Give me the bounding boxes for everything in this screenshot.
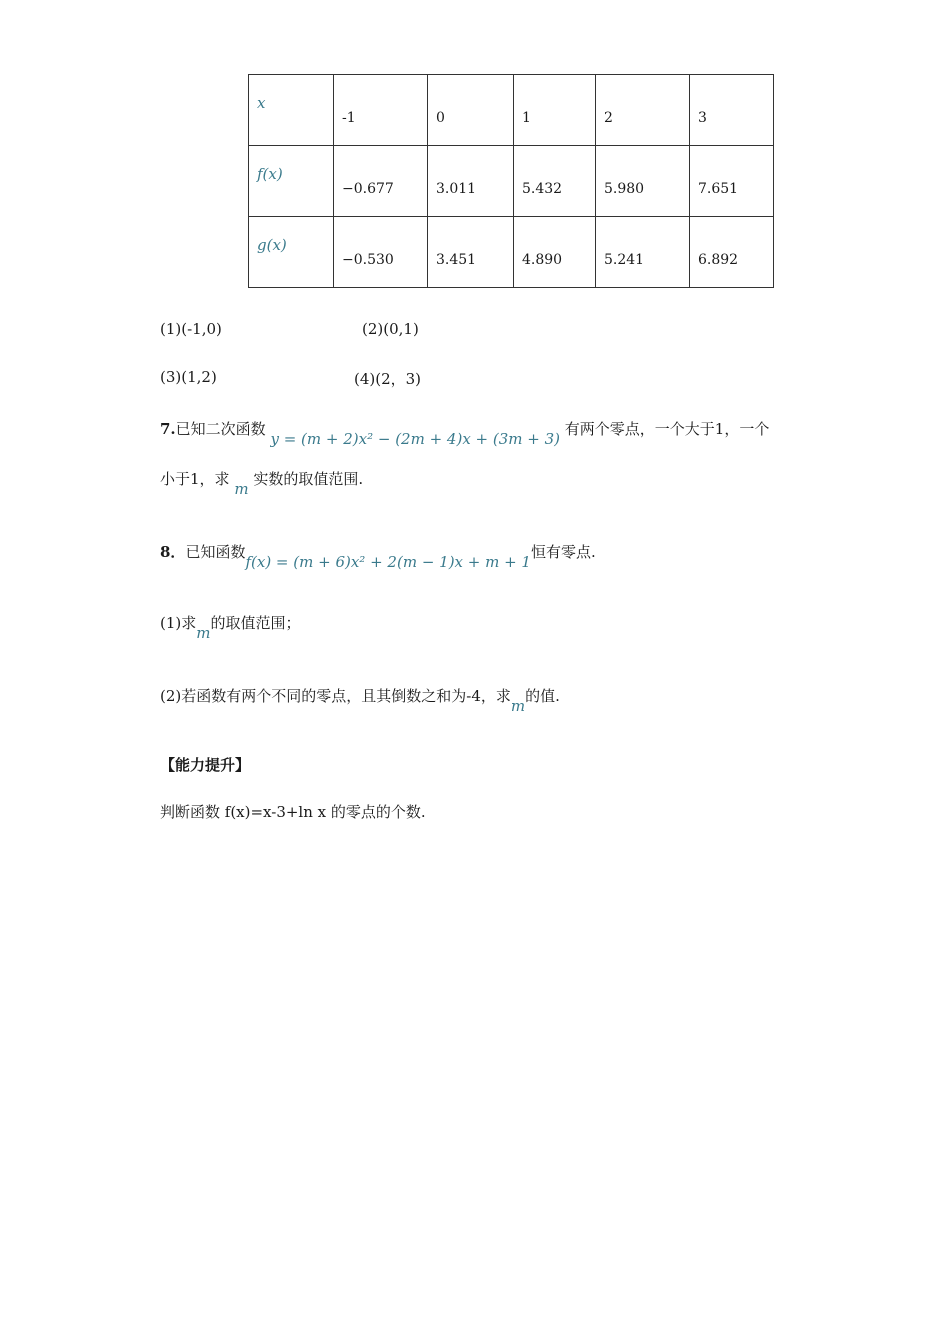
- question-text: 有两个零点，一个大于1，一个: [564, 420, 770, 438]
- formula: y = (m + 2)x² − (2m + 4)x + (3m + 3): [270, 430, 561, 448]
- question-7-line-1: [160, 418, 770, 448]
- row-label: f(x): [249, 146, 334, 217]
- question-number: 7.: [160, 420, 176, 438]
- table-cell: 5.432: [514, 146, 596, 217]
- question-text: 恒有零点.: [530, 543, 596, 561]
- question-8-line: [160, 541, 596, 571]
- table-cell: 5.241: [596, 217, 690, 288]
- option-4: (4)(2，3): [354, 370, 422, 388]
- table-row: [249, 217, 774, 288]
- question-text: (1)求: [160, 614, 197, 632]
- table-cell: −0.677: [334, 146, 428, 217]
- row-label: g(x): [249, 217, 334, 288]
- section-heading: 【能力提升】: [160, 756, 251, 774]
- table-cell: 0: [428, 75, 514, 146]
- option-2: (2)(0,1): [362, 320, 419, 338]
- question-8-part-2: [160, 685, 560, 715]
- table-cell: 3: [690, 75, 774, 146]
- question-text: 的值.: [525, 687, 560, 705]
- question-number: 8．: [160, 543, 186, 561]
- question-text: 的取值范围；: [210, 614, 301, 632]
- option-3: (3)(1,2): [160, 368, 217, 386]
- row-label: x: [249, 75, 334, 146]
- variable-m: m: [196, 624, 211, 642]
- question-text: (2)若函数有两个不同的零点，且其倒数之和为-4，求: [160, 687, 511, 705]
- question-text: 实数的取值范围.: [253, 470, 364, 488]
- variable-m: m: [510, 697, 526, 715]
- option-1: (1)(-1,0): [160, 320, 222, 338]
- table-cell: 7.651: [690, 146, 774, 217]
- formula: f(x) = (m + 6)x² + 2(m − 1)x + m + 1: [245, 553, 531, 571]
- question-text: 小于1，求: [160, 470, 230, 488]
- table-cell: 3.451: [428, 217, 514, 288]
- question-text: 已知二次函数: [175, 420, 266, 438]
- table-cell: 4.890: [514, 217, 596, 288]
- question-8-part-1: [160, 612, 301, 642]
- table-row: [249, 146, 774, 217]
- table-cell: 5.980: [596, 146, 690, 217]
- question-7-line-2: [160, 468, 364, 498]
- values-table: [248, 74, 774, 288]
- question-text: 已知函数: [185, 543, 246, 561]
- variable-m: m: [234, 480, 249, 498]
- table-cell: 3.011: [428, 146, 514, 217]
- table-cell: 2: [596, 75, 690, 146]
- table-row: [249, 75, 774, 146]
- section-text: 判断函数 f(x)=x-3+ln x 的零点的个数.: [160, 803, 426, 821]
- table-cell: 1: [514, 75, 596, 146]
- table-cell: −0.530: [334, 217, 428, 288]
- table-cell: -1: [334, 75, 428, 146]
- table-cell: 6.892: [690, 217, 774, 288]
